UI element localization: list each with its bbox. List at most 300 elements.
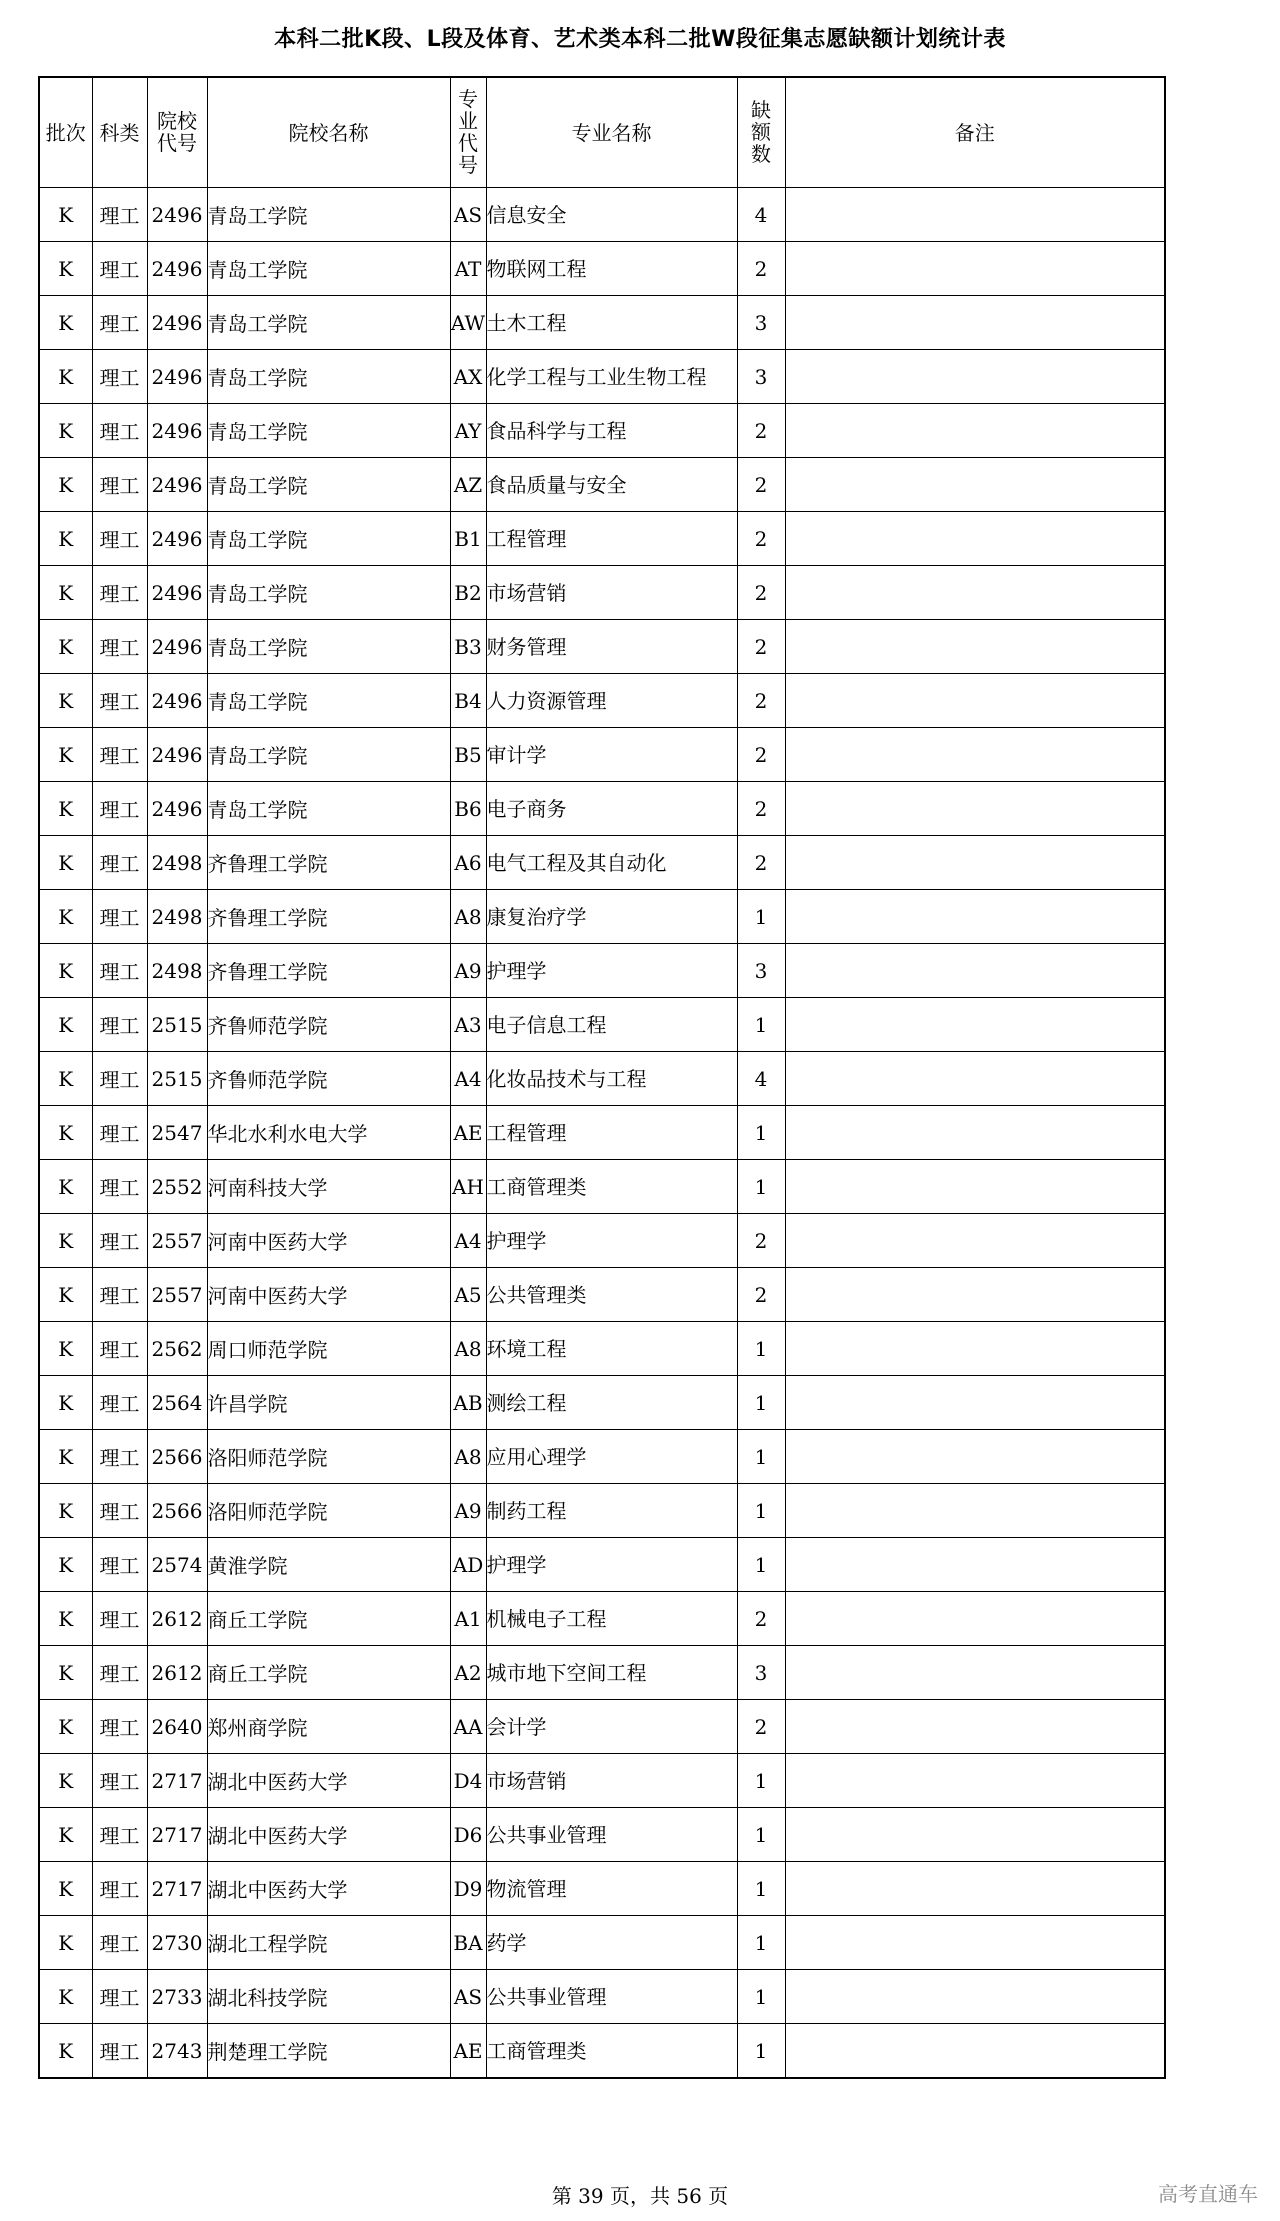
cell-vacancy: 1 xyxy=(737,1970,785,2024)
cell-school-code: 2496 xyxy=(147,404,207,458)
cell-category: 理工 xyxy=(92,1214,147,1268)
cell-major-code: A4 xyxy=(450,1052,486,1106)
cell-major-name: 食品质量与安全 xyxy=(486,458,737,512)
cell-remark xyxy=(785,1376,1165,1430)
cell-category: 理工 xyxy=(92,782,147,836)
cell-school-code: 2566 xyxy=(147,1484,207,1538)
cell-school-code: 2552 xyxy=(147,1160,207,1214)
cell-batch: K xyxy=(39,350,92,404)
table-row xyxy=(39,188,1165,242)
cell-major-name: 康复治疗学 xyxy=(486,890,737,944)
cell-school-code: 2496 xyxy=(147,512,207,566)
table-row xyxy=(39,1538,1165,1592)
cell-batch: K xyxy=(39,2024,92,2079)
table-row xyxy=(39,1430,1165,1484)
table-row xyxy=(39,782,1165,836)
cell-major-name: 物流管理 xyxy=(486,1862,737,1916)
cell-remark xyxy=(785,404,1165,458)
cell-major-code: A3 xyxy=(450,998,486,1052)
cell-school-name: 河南中医药大学 xyxy=(207,1268,450,1322)
cell-vacancy: 3 xyxy=(737,1646,785,1700)
cell-major-name: 信息安全 xyxy=(486,188,737,242)
cell-school-code: 2640 xyxy=(147,1700,207,1754)
cell-vacancy: 1 xyxy=(737,1160,785,1214)
cell-school-name: 青岛工学院 xyxy=(207,566,450,620)
cell-batch: K xyxy=(39,512,92,566)
cell-category: 理工 xyxy=(92,1430,147,1484)
cell-school-name: 齐鲁师范学院 xyxy=(207,1052,450,1106)
cell-major-code: AE xyxy=(450,1106,486,1160)
table-row xyxy=(39,296,1165,350)
cell-batch: K xyxy=(39,620,92,674)
cell-vacancy: 2 xyxy=(737,404,785,458)
cell-batch: K xyxy=(39,728,92,782)
cell-vacancy: 1 xyxy=(737,1808,785,1862)
table-row xyxy=(39,1808,1165,1862)
cell-category: 理工 xyxy=(92,566,147,620)
cell-major-code: AB xyxy=(450,1376,486,1430)
cell-vacancy: 1 xyxy=(737,1106,785,1160)
table-header-row xyxy=(39,77,1165,188)
table-row xyxy=(39,1754,1165,1808)
cell-major-code: AE xyxy=(450,2024,486,2079)
cell-major-code: AY xyxy=(450,404,486,458)
cell-major-name: 公共事业管理 xyxy=(486,1970,737,2024)
cell-remark xyxy=(785,296,1165,350)
header-remark: 备注 xyxy=(785,77,1165,188)
cell-vacancy: 1 xyxy=(737,1322,785,1376)
table-row xyxy=(39,1376,1165,1430)
cell-school-code: 2717 xyxy=(147,1808,207,1862)
cell-vacancy: 1 xyxy=(737,1916,785,1970)
cell-major-name: 制药工程 xyxy=(486,1484,737,1538)
cell-school-name: 青岛工学院 xyxy=(207,782,450,836)
cell-major-code: A9 xyxy=(450,1484,486,1538)
cell-category: 理工 xyxy=(92,1646,147,1700)
cell-major-name: 药学 xyxy=(486,1916,737,1970)
cell-major-name: 环境工程 xyxy=(486,1322,737,1376)
cell-batch: K xyxy=(39,1592,92,1646)
cell-remark xyxy=(785,782,1165,836)
cell-remark xyxy=(785,944,1165,998)
cell-school-code: 2498 xyxy=(147,836,207,890)
cell-major-name: 人力资源管理 xyxy=(486,674,737,728)
cell-category: 理工 xyxy=(92,1268,147,1322)
table-row xyxy=(39,566,1165,620)
cell-school-code: 2496 xyxy=(147,728,207,782)
cell-remark xyxy=(785,728,1165,782)
quota-table xyxy=(38,76,1166,2079)
cell-batch: K xyxy=(39,1214,92,1268)
cell-major-code: B5 xyxy=(450,728,486,782)
cell-major-name: 土木工程 xyxy=(486,296,737,350)
cell-vacancy: 3 xyxy=(737,944,785,998)
cell-batch: K xyxy=(39,1916,92,1970)
header-category: 科类 xyxy=(92,77,147,188)
cell-school-name: 青岛工学院 xyxy=(207,350,450,404)
cell-major-code: AD xyxy=(450,1538,486,1592)
cell-major-name: 化妆品技术与工程 xyxy=(486,1052,737,1106)
cell-school-code: 2743 xyxy=(147,2024,207,2079)
cell-major-code: AS xyxy=(450,188,486,242)
cell-category: 理工 xyxy=(92,1754,147,1808)
cell-category: 理工 xyxy=(92,2024,147,2079)
cell-school-name: 湖北工程学院 xyxy=(207,1916,450,1970)
cell-major-code: AX xyxy=(450,350,486,404)
cell-school-code: 2496 xyxy=(147,620,207,674)
cell-remark xyxy=(785,1538,1165,1592)
cell-category: 理工 xyxy=(92,998,147,1052)
table-row xyxy=(39,620,1165,674)
cell-major-code: A9 xyxy=(450,944,486,998)
cell-major-code: B6 xyxy=(450,782,486,836)
cell-remark xyxy=(785,458,1165,512)
cell-school-code: 2515 xyxy=(147,1052,207,1106)
cell-school-code: 2717 xyxy=(147,1862,207,1916)
cell-batch: K xyxy=(39,1754,92,1808)
cell-major-name: 物联网工程 xyxy=(486,242,737,296)
cell-major-name: 应用心理学 xyxy=(486,1430,737,1484)
cell-major-name: 市场营销 xyxy=(486,1754,737,1808)
cell-vacancy: 1 xyxy=(737,1430,785,1484)
cell-school-name: 许昌学院 xyxy=(207,1376,450,1430)
cell-major-code: AT xyxy=(450,242,486,296)
cell-vacancy: 2 xyxy=(737,1214,785,1268)
cell-school-name: 齐鲁理工学院 xyxy=(207,944,450,998)
cell-major-code: AS xyxy=(450,1970,486,2024)
cell-school-code: 2566 xyxy=(147,1430,207,1484)
cell-vacancy: 1 xyxy=(737,998,785,1052)
table-row xyxy=(39,944,1165,998)
cell-vacancy: 1 xyxy=(737,1376,785,1430)
cell-school-code: 2564 xyxy=(147,1376,207,1430)
cell-category: 理工 xyxy=(92,890,147,944)
cell-vacancy: 2 xyxy=(737,242,785,296)
cell-remark xyxy=(785,1160,1165,1214)
table-row xyxy=(39,2024,1165,2079)
cell-school-name: 荆楚理工学院 xyxy=(207,2024,450,2079)
cell-school-name: 青岛工学院 xyxy=(207,620,450,674)
cell-remark xyxy=(785,566,1165,620)
cell-major-code: A8 xyxy=(450,1322,486,1376)
cell-batch: K xyxy=(39,1538,92,1592)
cell-school-name: 齐鲁师范学院 xyxy=(207,998,450,1052)
cell-major-name: 电子商务 xyxy=(486,782,737,836)
cell-remark xyxy=(785,1970,1165,2024)
table-row xyxy=(39,1214,1165,1268)
cell-school-name: 青岛工学院 xyxy=(207,296,450,350)
cell-major-code: D4 xyxy=(450,1754,486,1808)
cell-vacancy: 1 xyxy=(737,1484,785,1538)
cell-school-code: 2612 xyxy=(147,1592,207,1646)
cell-school-code: 2562 xyxy=(147,1322,207,1376)
cell-remark xyxy=(785,998,1165,1052)
cell-major-code: D9 xyxy=(450,1862,486,1916)
cell-remark xyxy=(785,512,1165,566)
cell-vacancy: 1 xyxy=(737,1754,785,1808)
cell-batch: K xyxy=(39,1646,92,1700)
cell-school-code: 2496 xyxy=(147,782,207,836)
cell-remark xyxy=(785,1214,1165,1268)
cell-batch: K xyxy=(39,1322,92,1376)
cell-remark xyxy=(785,620,1165,674)
cell-school-code: 2557 xyxy=(147,1268,207,1322)
cell-major-code: D6 xyxy=(450,1808,486,1862)
cell-remark xyxy=(785,1430,1165,1484)
cell-remark xyxy=(785,188,1165,242)
cell-vacancy: 2 xyxy=(737,1700,785,1754)
cell-category: 理工 xyxy=(92,1538,147,1592)
cell-category: 理工 xyxy=(92,1808,147,1862)
cell-school-code: 2496 xyxy=(147,242,207,296)
cell-category: 理工 xyxy=(92,836,147,890)
cell-category: 理工 xyxy=(92,512,147,566)
cell-vacancy: 2 xyxy=(737,836,785,890)
cell-vacancy: 4 xyxy=(737,188,785,242)
cell-school-name: 齐鲁理工学院 xyxy=(207,890,450,944)
cell-category: 理工 xyxy=(92,1106,147,1160)
cell-remark xyxy=(785,1754,1165,1808)
cell-school-name: 青岛工学院 xyxy=(207,188,450,242)
cell-major-code: B1 xyxy=(450,512,486,566)
cell-major-name: 公共事业管理 xyxy=(486,1808,737,1862)
table-row xyxy=(39,998,1165,1052)
cell-school-code: 2612 xyxy=(147,1646,207,1700)
table-row xyxy=(39,242,1165,296)
cell-school-name: 河南中医药大学 xyxy=(207,1214,450,1268)
cell-major-code: B4 xyxy=(450,674,486,728)
header-major-name: 专业名称 xyxy=(486,77,737,188)
cell-remark xyxy=(785,1862,1165,1916)
cell-vacancy: 1 xyxy=(737,1538,785,1592)
cell-school-code: 2496 xyxy=(147,566,207,620)
cell-major-name: 会计学 xyxy=(486,1700,737,1754)
cell-vacancy: 3 xyxy=(737,296,785,350)
cell-major-code: AH xyxy=(450,1160,486,1214)
table-row xyxy=(39,1916,1165,1970)
cell-school-code: 2496 xyxy=(147,458,207,512)
cell-school-code: 2498 xyxy=(147,944,207,998)
cell-major-name: 化学工程与工业生物工程 xyxy=(486,350,737,404)
cell-school-code: 2733 xyxy=(147,1970,207,2024)
cell-major-code: A8 xyxy=(450,1430,486,1484)
cell-category: 理工 xyxy=(92,1862,147,1916)
cell-school-name: 湖北中医药大学 xyxy=(207,1754,450,1808)
cell-category: 理工 xyxy=(92,404,147,458)
cell-remark xyxy=(785,242,1165,296)
cell-major-name: 工商管理类 xyxy=(486,1160,737,1214)
cell-school-name: 湖北中医药大学 xyxy=(207,1808,450,1862)
cell-major-code: AA xyxy=(450,1700,486,1754)
cell-school-name: 青岛工学院 xyxy=(207,728,450,782)
cell-vacancy: 2 xyxy=(737,674,785,728)
cell-school-code: 2557 xyxy=(147,1214,207,1268)
cell-school-name: 青岛工学院 xyxy=(207,674,450,728)
table-row xyxy=(39,350,1165,404)
cell-batch: K xyxy=(39,1106,92,1160)
cell-remark xyxy=(785,350,1165,404)
cell-batch: K xyxy=(39,1268,92,1322)
header-school-name: 院校名称 xyxy=(207,77,450,188)
table-row xyxy=(39,1268,1165,1322)
cell-major-name: 护理学 xyxy=(486,944,737,998)
cell-major-code: A8 xyxy=(450,890,486,944)
cell-school-name: 洛阳师范学院 xyxy=(207,1484,450,1538)
table-row xyxy=(39,1052,1165,1106)
cell-batch: K xyxy=(39,1052,92,1106)
header-vacancy: 缺额数 xyxy=(737,77,785,188)
cell-school-code: 2496 xyxy=(147,350,207,404)
cell-vacancy: 2 xyxy=(737,620,785,674)
table-row xyxy=(39,404,1165,458)
cell-batch: K xyxy=(39,1970,92,2024)
cell-school-code: 2496 xyxy=(147,296,207,350)
cell-category: 理工 xyxy=(92,1160,147,1214)
cell-category: 理工 xyxy=(92,674,147,728)
page-title: 本科二批K段、L段及体育、艺术类本科二批W段征集志愿缺额计划统计表 xyxy=(274,27,1006,52)
cell-remark xyxy=(785,890,1165,944)
cell-major-code: B2 xyxy=(450,566,486,620)
cell-category: 理工 xyxy=(92,944,147,998)
cell-batch: K xyxy=(39,566,92,620)
cell-major-code: A1 xyxy=(450,1592,486,1646)
cell-school-name: 周口师范学院 xyxy=(207,1322,450,1376)
cell-vacancy: 2 xyxy=(737,512,785,566)
cell-vacancy: 2 xyxy=(737,782,785,836)
cell-batch: K xyxy=(39,782,92,836)
header-school-code: 院校代号 xyxy=(147,77,207,188)
cell-vacancy: 2 xyxy=(737,728,785,782)
cell-major-name: 城市地下空间工程 xyxy=(486,1646,737,1700)
cell-remark xyxy=(785,1484,1165,1538)
table-row xyxy=(39,674,1165,728)
cell-major-code: AW xyxy=(450,296,486,350)
cell-school-name: 郑州商学院 xyxy=(207,1700,450,1754)
cell-batch: K xyxy=(39,1430,92,1484)
cell-remark xyxy=(785,1268,1165,1322)
table-body xyxy=(39,188,1165,2079)
cell-remark xyxy=(785,1052,1165,1106)
table-row xyxy=(39,1322,1165,1376)
watermark: 高考直通车 xyxy=(1158,2182,1258,2206)
cell-remark xyxy=(785,674,1165,728)
cell-major-name: 食品科学与工程 xyxy=(486,404,737,458)
cell-major-name: 工程管理 xyxy=(486,1106,737,1160)
cell-vacancy: 2 xyxy=(737,458,785,512)
cell-school-name: 青岛工学院 xyxy=(207,404,450,458)
cell-school-name: 河南科技大学 xyxy=(207,1160,450,1214)
cell-remark xyxy=(785,1808,1165,1862)
table-row xyxy=(39,1862,1165,1916)
cell-batch: K xyxy=(39,1700,92,1754)
cell-major-name: 测绘工程 xyxy=(486,1376,737,1430)
cell-batch: K xyxy=(39,458,92,512)
cell-category: 理工 xyxy=(92,1592,147,1646)
cell-school-name: 洛阳师范学院 xyxy=(207,1430,450,1484)
cell-vacancy: 4 xyxy=(737,1052,785,1106)
cell-school-code: 2496 xyxy=(147,188,207,242)
cell-category: 理工 xyxy=(92,1916,147,1970)
cell-school-code: 2574 xyxy=(147,1538,207,1592)
cell-school-code: 2730 xyxy=(147,1916,207,1970)
cell-school-name: 青岛工学院 xyxy=(207,512,450,566)
cell-category: 理工 xyxy=(92,458,147,512)
cell-major-name: 护理学 xyxy=(486,1538,737,1592)
table-row xyxy=(39,458,1165,512)
cell-major-name: 审计学 xyxy=(486,728,737,782)
cell-major-code: B3 xyxy=(450,620,486,674)
cell-school-code: 2496 xyxy=(147,674,207,728)
table-row xyxy=(39,728,1165,782)
cell-school-name: 华北水利水电大学 xyxy=(207,1106,450,1160)
cell-category: 理工 xyxy=(92,1376,147,1430)
cell-vacancy: 2 xyxy=(737,1268,785,1322)
table-row xyxy=(39,1700,1165,1754)
table-row xyxy=(39,1484,1165,1538)
cell-major-name: 护理学 xyxy=(486,1214,737,1268)
cell-major-code: AZ xyxy=(450,458,486,512)
cell-category: 理工 xyxy=(92,350,147,404)
cell-batch: K xyxy=(39,1484,92,1538)
cell-school-name: 湖北中医药大学 xyxy=(207,1862,450,1916)
cell-remark xyxy=(785,836,1165,890)
cell-school-name: 商丘工学院 xyxy=(207,1646,450,1700)
cell-remark xyxy=(785,1106,1165,1160)
cell-vacancy: 1 xyxy=(737,2024,785,2079)
cell-school-name: 齐鲁理工学院 xyxy=(207,836,450,890)
cell-category: 理工 xyxy=(92,188,147,242)
cell-remark xyxy=(785,1592,1165,1646)
cell-major-name: 工商管理类 xyxy=(486,2024,737,2079)
cell-major-name: 电子信息工程 xyxy=(486,998,737,1052)
cell-category: 理工 xyxy=(92,728,147,782)
cell-major-name: 市场营销 xyxy=(486,566,737,620)
table-row xyxy=(39,836,1165,890)
cell-vacancy: 2 xyxy=(737,1592,785,1646)
cell-batch: K xyxy=(39,404,92,458)
table-row xyxy=(39,1106,1165,1160)
cell-school-code: 2547 xyxy=(147,1106,207,1160)
cell-category: 理工 xyxy=(92,620,147,674)
cell-category: 理工 xyxy=(92,1970,147,2024)
cell-major-name: 电气工程及其自动化 xyxy=(486,836,737,890)
cell-school-name: 黄淮学院 xyxy=(207,1538,450,1592)
cell-school-code: 2717 xyxy=(147,1754,207,1808)
cell-remark xyxy=(785,1700,1165,1754)
cell-major-code: A6 xyxy=(450,836,486,890)
cell-category: 理工 xyxy=(92,296,147,350)
cell-batch: K xyxy=(39,998,92,1052)
cell-vacancy: 1 xyxy=(737,890,785,944)
cell-batch: K xyxy=(39,890,92,944)
cell-major-code: BA xyxy=(450,1916,486,1970)
cell-vacancy: 2 xyxy=(737,566,785,620)
cell-batch: K xyxy=(39,1862,92,1916)
cell-remark xyxy=(785,1322,1165,1376)
table-row xyxy=(39,890,1165,944)
table-row xyxy=(39,1646,1165,1700)
cell-vacancy: 3 xyxy=(737,350,785,404)
cell-category: 理工 xyxy=(92,1700,147,1754)
cell-major-code: A4 xyxy=(450,1214,486,1268)
cell-batch: K xyxy=(39,836,92,890)
cell-batch: K xyxy=(39,188,92,242)
cell-batch: K xyxy=(39,296,92,350)
page-number: 第 39 页，共 56 页 xyxy=(551,2184,729,2208)
cell-major-name: 公共管理类 xyxy=(486,1268,737,1322)
cell-category: 理工 xyxy=(92,1052,147,1106)
cell-batch: K xyxy=(39,674,92,728)
